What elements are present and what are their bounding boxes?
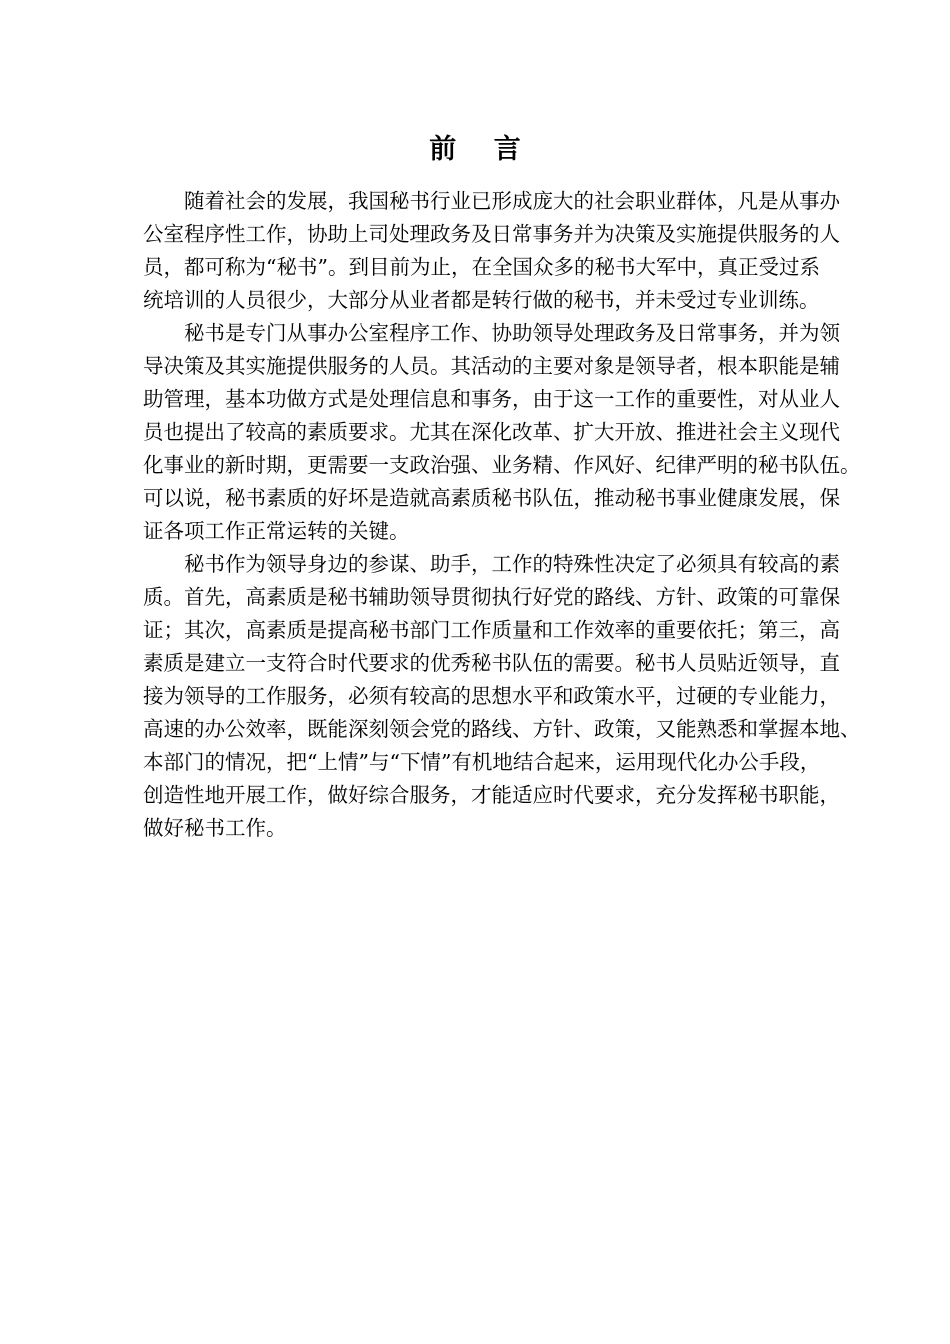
document-body — [143, 185, 861, 845]
paragraph-line: 化事业的新时期，更需要一支政治强、业务精、作风好、纪律严明的秘书队伍。 — [143, 453, 861, 477]
paragraph-line: 做好秘书工作。 — [143, 816, 287, 840]
paragraph-3 — [143, 548, 861, 845]
paragraph-2 — [143, 317, 861, 548]
paragraph-line: 本部门的情况，把“上情”与“下情”有机地结合起来，运用现代化办公手段， — [143, 750, 821, 774]
paragraph-line: 质。首先，高素质是秘书辅助领导贯彻执行好党的路线、方针、政策的可靠保 — [143, 585, 840, 609]
paragraph-line: 员，都可称为“秘书”。到目前为止，在全国众多的秘书大军中，真正受过系 — [143, 255, 820, 279]
paragraph-line: 秘书作为领导身边的参谋、助手，工作的特殊性决定了必须具有较高的素 — [184, 552, 840, 576]
paragraph-line: 助管理，基本功做方式是处理信息和事务，由于这一工作的重要性，对从业人 — [143, 387, 840, 411]
paragraph-line: 员也提出了较高的素质要求。尤其在深化改革、扩大开放、推进社会主义现代 — [143, 420, 840, 444]
paragraph-1 — [143, 185, 840, 317]
paragraph-line: 统培训的人员很少，大部分从业者都是转行做的秘书，并未受过专业训练。 — [143, 288, 820, 312]
paragraph-line: 公室程序性工作，协助上司处理政务及日常事务并为决策及实施提供服务的人 — [143, 222, 840, 246]
paragraph-line: 导决策及其实施提供服务的人员。其活动的主要对象是领导者，根本职能是辅 — [143, 354, 840, 378]
paragraph-line: 证；其次，高素质是提高秘书部门工作质量和工作效率的重要依托；第三，高 — [143, 618, 840, 642]
paragraph-line: 秘书是专门从事办公室程序工作、协助领导处理政务及日常事务，并为领 — [184, 321, 840, 345]
paragraph-line: 创造性地开展工作，做好综合服务，才能适应时代要求，充分发挥秘书职能， — [143, 783, 840, 807]
page-title: 前 言 — [429, 134, 535, 165]
paragraph-line: 接为领导的工作服务，必须有较高的思想水平和政策水平，过硬的专业能力， — [143, 684, 840, 708]
paragraph-line: 素质是建立一支符合时代要求的优秀秘书队伍的需要。秘书人员贴近领导，直 — [143, 651, 840, 675]
paragraph-line: 可以说，秘书素质的好坏是造就高素质秘书队伍，推动秘书事业健康发展，保 — [143, 486, 840, 510]
paragraph-line: 高速的办公效率，既能深刻领会党的路线、方针、政策，又能熟悉和掌握本地、 — [143, 717, 861, 741]
paragraph-line: 随着社会的发展，我国秘书行业已形成庞大的社会职业群体，凡是从事办 — [184, 189, 840, 213]
paragraph-line: 证各项工作正常运转的关键。 — [143, 519, 410, 543]
